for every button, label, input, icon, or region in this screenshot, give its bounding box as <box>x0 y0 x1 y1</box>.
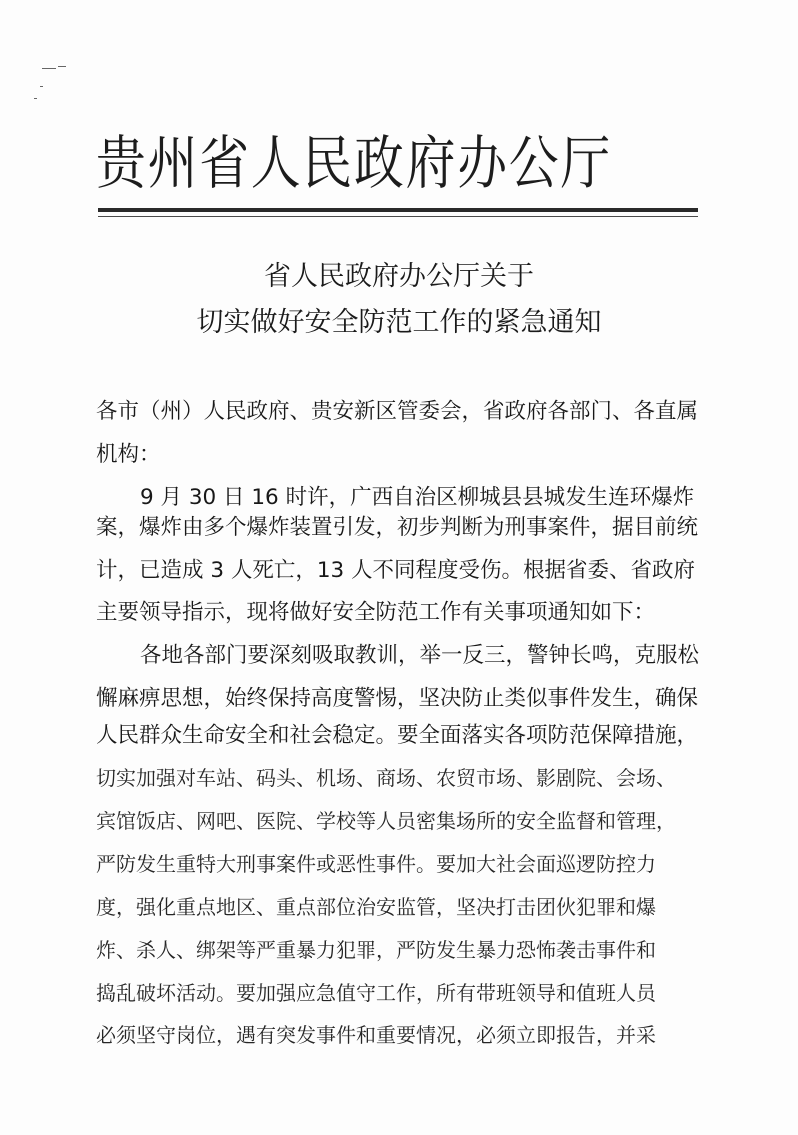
scan-speck <box>42 68 56 69</box>
paragraph-2-line-9: 捣乱破坏活动。要加强应急值守工作，所有带班领导和值班人员 <box>96 981 656 1005</box>
paragraph-1-line-2: 案，爆炸由多个爆炸装置引发，初步判断为刑事案件，据目前统 <box>96 515 699 540</box>
paragraph-2-line-2: 懈麻痹思想，始终保持高度警惕，坚决防止类似事件发生，确保 <box>96 686 699 711</box>
addressee-line-1: 各市（州）人民政府、贵安新区管委会，省政府各部门、各直属 <box>96 399 699 424</box>
header-rule-thick <box>98 208 698 212</box>
scan-speck <box>40 86 43 87</box>
paragraph-2-line-6: 严防发生重特大刑事案件或恶性事件。要加大社会面巡逻防控力 <box>96 852 656 876</box>
paragraph-2-line-8: 炸、杀人、绑架等严重暴力犯罪，严防发生暴力恐怖袭击事件和 <box>96 938 656 962</box>
header-title: 贵州省人民政府办公厅 <box>96 129 613 197</box>
paragraph-2-line-4: 切实加强对车站、码头、机场、商场、农贸市场、影剧院、会场、 <box>96 766 676 790</box>
scan-speck <box>58 66 66 67</box>
notice-title-line-2: 切实做好安全防范工作的紧急通知 <box>196 307 602 338</box>
paragraph-1-line-3: 计，已造成 3 人死亡，13 人不同程度受伤。根据省委、省政府 <box>96 558 696 583</box>
paragraph-2-line-5: 宾馆饭店、网吧、医院、学校等人员密集场所的安全监督和管理， <box>96 809 676 833</box>
paragraph-1-line-1: 9 月 30 日 16 时许，广西自治区柳城县县城发生连环爆炸 <box>140 485 695 510</box>
notice-title-line-1: 省人民政府办公厅关于 <box>264 261 534 292</box>
header-rule-thin <box>98 216 698 217</box>
paragraph-2-line-7: 度，强化重点地区、重点部位治安监管，坚决打击团伙犯罪和爆 <box>96 895 656 919</box>
paragraph-2-line-10: 必须坚守岗位，遇有突发事件和重要情况，必须立即报告，并采 <box>96 1023 656 1047</box>
addressee-line-2: 机构： <box>96 442 161 467</box>
paragraph-1-line-4: 主要领导指示，现将做好安全防范工作有关事项通知如下： <box>96 600 656 625</box>
paragraph-2-line-1: 各地各部门要深刻吸取教训，举一反三，警钟长鸣，克服松 <box>140 643 700 668</box>
paragraph-2-line-3: 人民群众生命安全和社会稳定。要全面落实各项防范保障措施， <box>96 723 699 748</box>
scan-speck <box>34 98 37 99</box>
